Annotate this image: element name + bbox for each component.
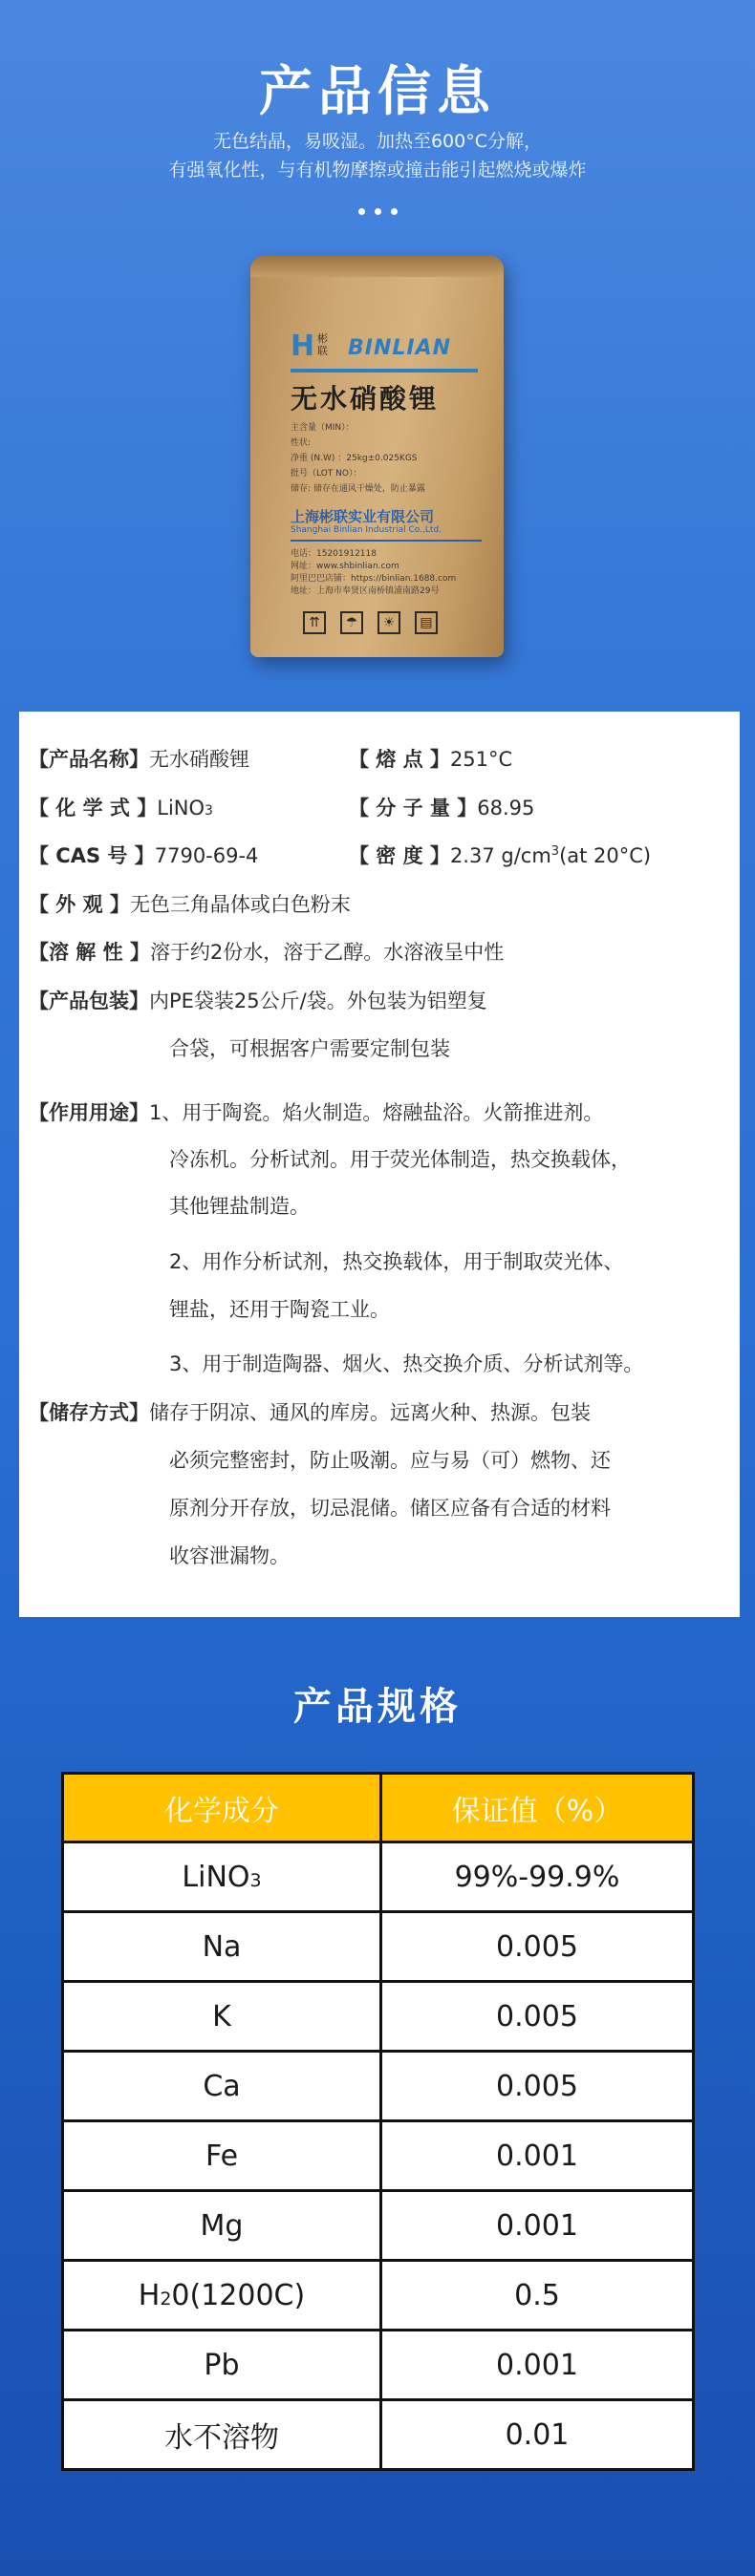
component-cell: Ca	[63, 2052, 381, 2121]
info-label: 【溶 解 性 】	[29, 941, 150, 964]
info-row-melting-point	[349, 744, 512, 773]
bag-warning-icons	[303, 611, 452, 634]
component-name-rest: 0(1200C)	[171, 2278, 306, 2312]
bag-line: 储存: 储存在通风干燥处，防止暴露	[291, 484, 425, 494]
info-value: 储存于阴凉、通风的库房。远离火种、热源。包装	[149, 1401, 591, 1424]
info-label: 【产品名称】	[29, 748, 149, 771]
bag-band	[291, 369, 478, 373]
value-cell: 0.01	[381, 2400, 694, 2470]
info-value-line: 锂盐，还用于陶瓷工业。	[169, 1298, 390, 1321]
component-sub: 2	[160, 2288, 172, 2310]
value-cell: 0.001	[381, 2191, 694, 2261]
value-cell: 0.5	[381, 2261, 694, 2331]
value-cell: 0.005	[381, 2052, 694, 2121]
info-value: 2.37 g/cm	[449, 844, 551, 867]
info-value-line: 冷冻机。分析试剂。用于荧光体制造，热交换载体，	[169, 1148, 631, 1171]
component-name: LiNO	[182, 1860, 250, 1894]
value-cell: 0.001	[381, 2121, 694, 2191]
info-label: 【 外 观 】	[29, 893, 130, 916]
subtitle-line2: 有强氧化性，与有机物摩擦或撞击能引起燃烧或爆炸	[168, 160, 587, 181]
header-cell-value: 保证值（%）	[381, 1774, 694, 1842]
info-value-line: 收容泄漏物。	[169, 1544, 290, 1567]
logo-mark: H	[291, 330, 315, 363]
table-row	[63, 1912, 694, 1982]
table-row	[63, 2331, 694, 2400]
spec-table	[61, 1772, 695, 2471]
info-row-usage	[29, 1097, 603, 1126]
value-cell: 0.005	[381, 1982, 694, 2052]
info-row-solubility	[29, 937, 504, 966]
info-value: (at 20°C)	[559, 844, 652, 867]
info-value: 无色三角晶体或白色粉末	[129, 893, 351, 916]
info-label: 【 分 子 量 】	[349, 797, 478, 820]
bag-rule	[291, 540, 482, 542]
bag-line: 主含量（MIN）：	[291, 423, 355, 433]
bag-line: 批号（LOT NO）：	[291, 469, 362, 479]
info-value: 内PE袋装25公斤/袋。外包装为铝塑复	[149, 990, 487, 1012]
header	[0, 0, 755, 688]
info-value: 无水硝酸锂	[149, 748, 249, 771]
info-value-sup: 3	[550, 844, 560, 859]
table-row	[63, 1982, 694, 2052]
info-label: 【产品包装】	[29, 990, 149, 1012]
table-row	[63, 2400, 694, 2470]
info-label: 【作用用途】	[29, 1101, 149, 1124]
logo-cn: 彬联	[317, 332, 328, 357]
component-cell	[63, 2261, 381, 2331]
sun-protect-icon: ☀	[378, 611, 400, 634]
component-cell: 水不溶物	[63, 2400, 381, 2470]
info-row-packing	[29, 986, 487, 1014]
info-row-cas	[29, 841, 258, 869]
info-value-line: 3、用于制造陶器、烟火、热交换介质、分析试剂等。	[169, 1352, 644, 1375]
info-value-line: 其他锂盐制造。	[169, 1195, 310, 1218]
component-cell: Fe	[63, 2121, 381, 2191]
info-row-density	[349, 841, 651, 869]
table-row	[63, 2052, 694, 2121]
info-value-line: 合袋，可根据客户需要定制包装	[169, 1037, 450, 1060]
bag-contact: 阿里巴巴店铺：https://binlian.1688.com	[291, 574, 457, 584]
component-cell: K	[63, 1982, 381, 2052]
fragile-icon: ▤	[415, 611, 438, 634]
info-row-name	[29, 744, 249, 773]
info-value-line: 2、用作分析试剂，热交换载体，用于制取荧光体、	[169, 1250, 624, 1273]
product-bag-image	[250, 256, 504, 657]
bag-contact: 电话：15201912118	[291, 549, 377, 559]
table-row	[63, 1842, 694, 1912]
bag-company-en: Shanghai Binlian Industrial Co.,Ltd.	[291, 525, 442, 535]
table-row	[63, 2191, 694, 2261]
value-cell: 0.001	[381, 2331, 694, 2400]
bag-contact: 网址：www.shbinlian.com	[291, 562, 399, 571]
bag-product-name: 无水硝酸锂	[291, 383, 440, 415]
pagination-dots	[0, 201, 755, 219]
bag-line: 净重 (N.W) ：25kg±0.025KGS	[291, 454, 418, 463]
info-value: 7790-69-4	[154, 844, 259, 867]
info-value: 68.95	[477, 797, 535, 820]
value-cell: 0.005	[381, 1912, 694, 1982]
info-label: 【 密 度 】	[349, 844, 450, 867]
subtitle-line1: 无色结晶，易吸湿。加热至600°C分解，	[212, 131, 543, 152]
info-value: 溶于约2份水，溶于乙醇。水溶液呈中性	[149, 941, 505, 964]
value-cell: 99%-99.9%	[381, 1842, 694, 1912]
header-cell-component: 化学成分	[63, 1774, 381, 1842]
info-row-storage	[29, 1397, 591, 1426]
info-row-formula	[29, 793, 213, 821]
component-cell: Mg	[63, 2191, 381, 2261]
bag-contact: 地址：上海市奉贤区南桥镇浦南路29号	[291, 586, 440, 596]
info-label: 【 化 学 式 】	[29, 797, 158, 820]
info-value: 251°C	[449, 748, 513, 771]
info-value: 1、用于陶瓷。焰火制造。熔融盐浴。火箭推进剂。	[149, 1101, 604, 1124]
table-header-row	[63, 1774, 694, 1842]
page-title: 产品信息	[259, 61, 496, 123]
info-value-line: 必须完整密封，防止吸潮。应与易（可）燃物、还	[169, 1449, 611, 1472]
info-row-molecular-weight	[349, 793, 534, 821]
bag-line: 性状:	[291, 438, 312, 448]
info-value: LiNO	[157, 797, 205, 820]
component-name: H	[138, 2278, 161, 2312]
info-value-sub: 3	[205, 803, 213, 819]
info-value-line: 原剂分开存放，切忌混储。储区应备有合适的材料	[169, 1497, 611, 1520]
arrows-up-icon: ⇈	[303, 611, 326, 634]
keep-dry-icon: ☂	[340, 611, 363, 634]
table-row	[63, 2261, 694, 2331]
brand-logo	[291, 330, 491, 369]
logo-en: BINLIAN	[348, 336, 452, 360]
spec-title: 产品规格	[293, 1685, 462, 1729]
table-row	[63, 2121, 694, 2191]
component-cell: Na	[63, 1912, 381, 1982]
component-sub: 3	[249, 1869, 262, 1891]
info-label: 【储存方式】	[29, 1401, 149, 1424]
info-label: 【 熔 点 】	[349, 748, 450, 771]
component-cell: Pb	[63, 2331, 381, 2400]
product-info-card	[19, 712, 740, 1617]
bag-company-cn: 上海彬联实业有限公司	[291, 508, 435, 525]
info-row-appearance	[29, 889, 351, 918]
component-cell	[63, 1842, 381, 1912]
info-label: 【 CAS 号 】	[29, 844, 155, 867]
